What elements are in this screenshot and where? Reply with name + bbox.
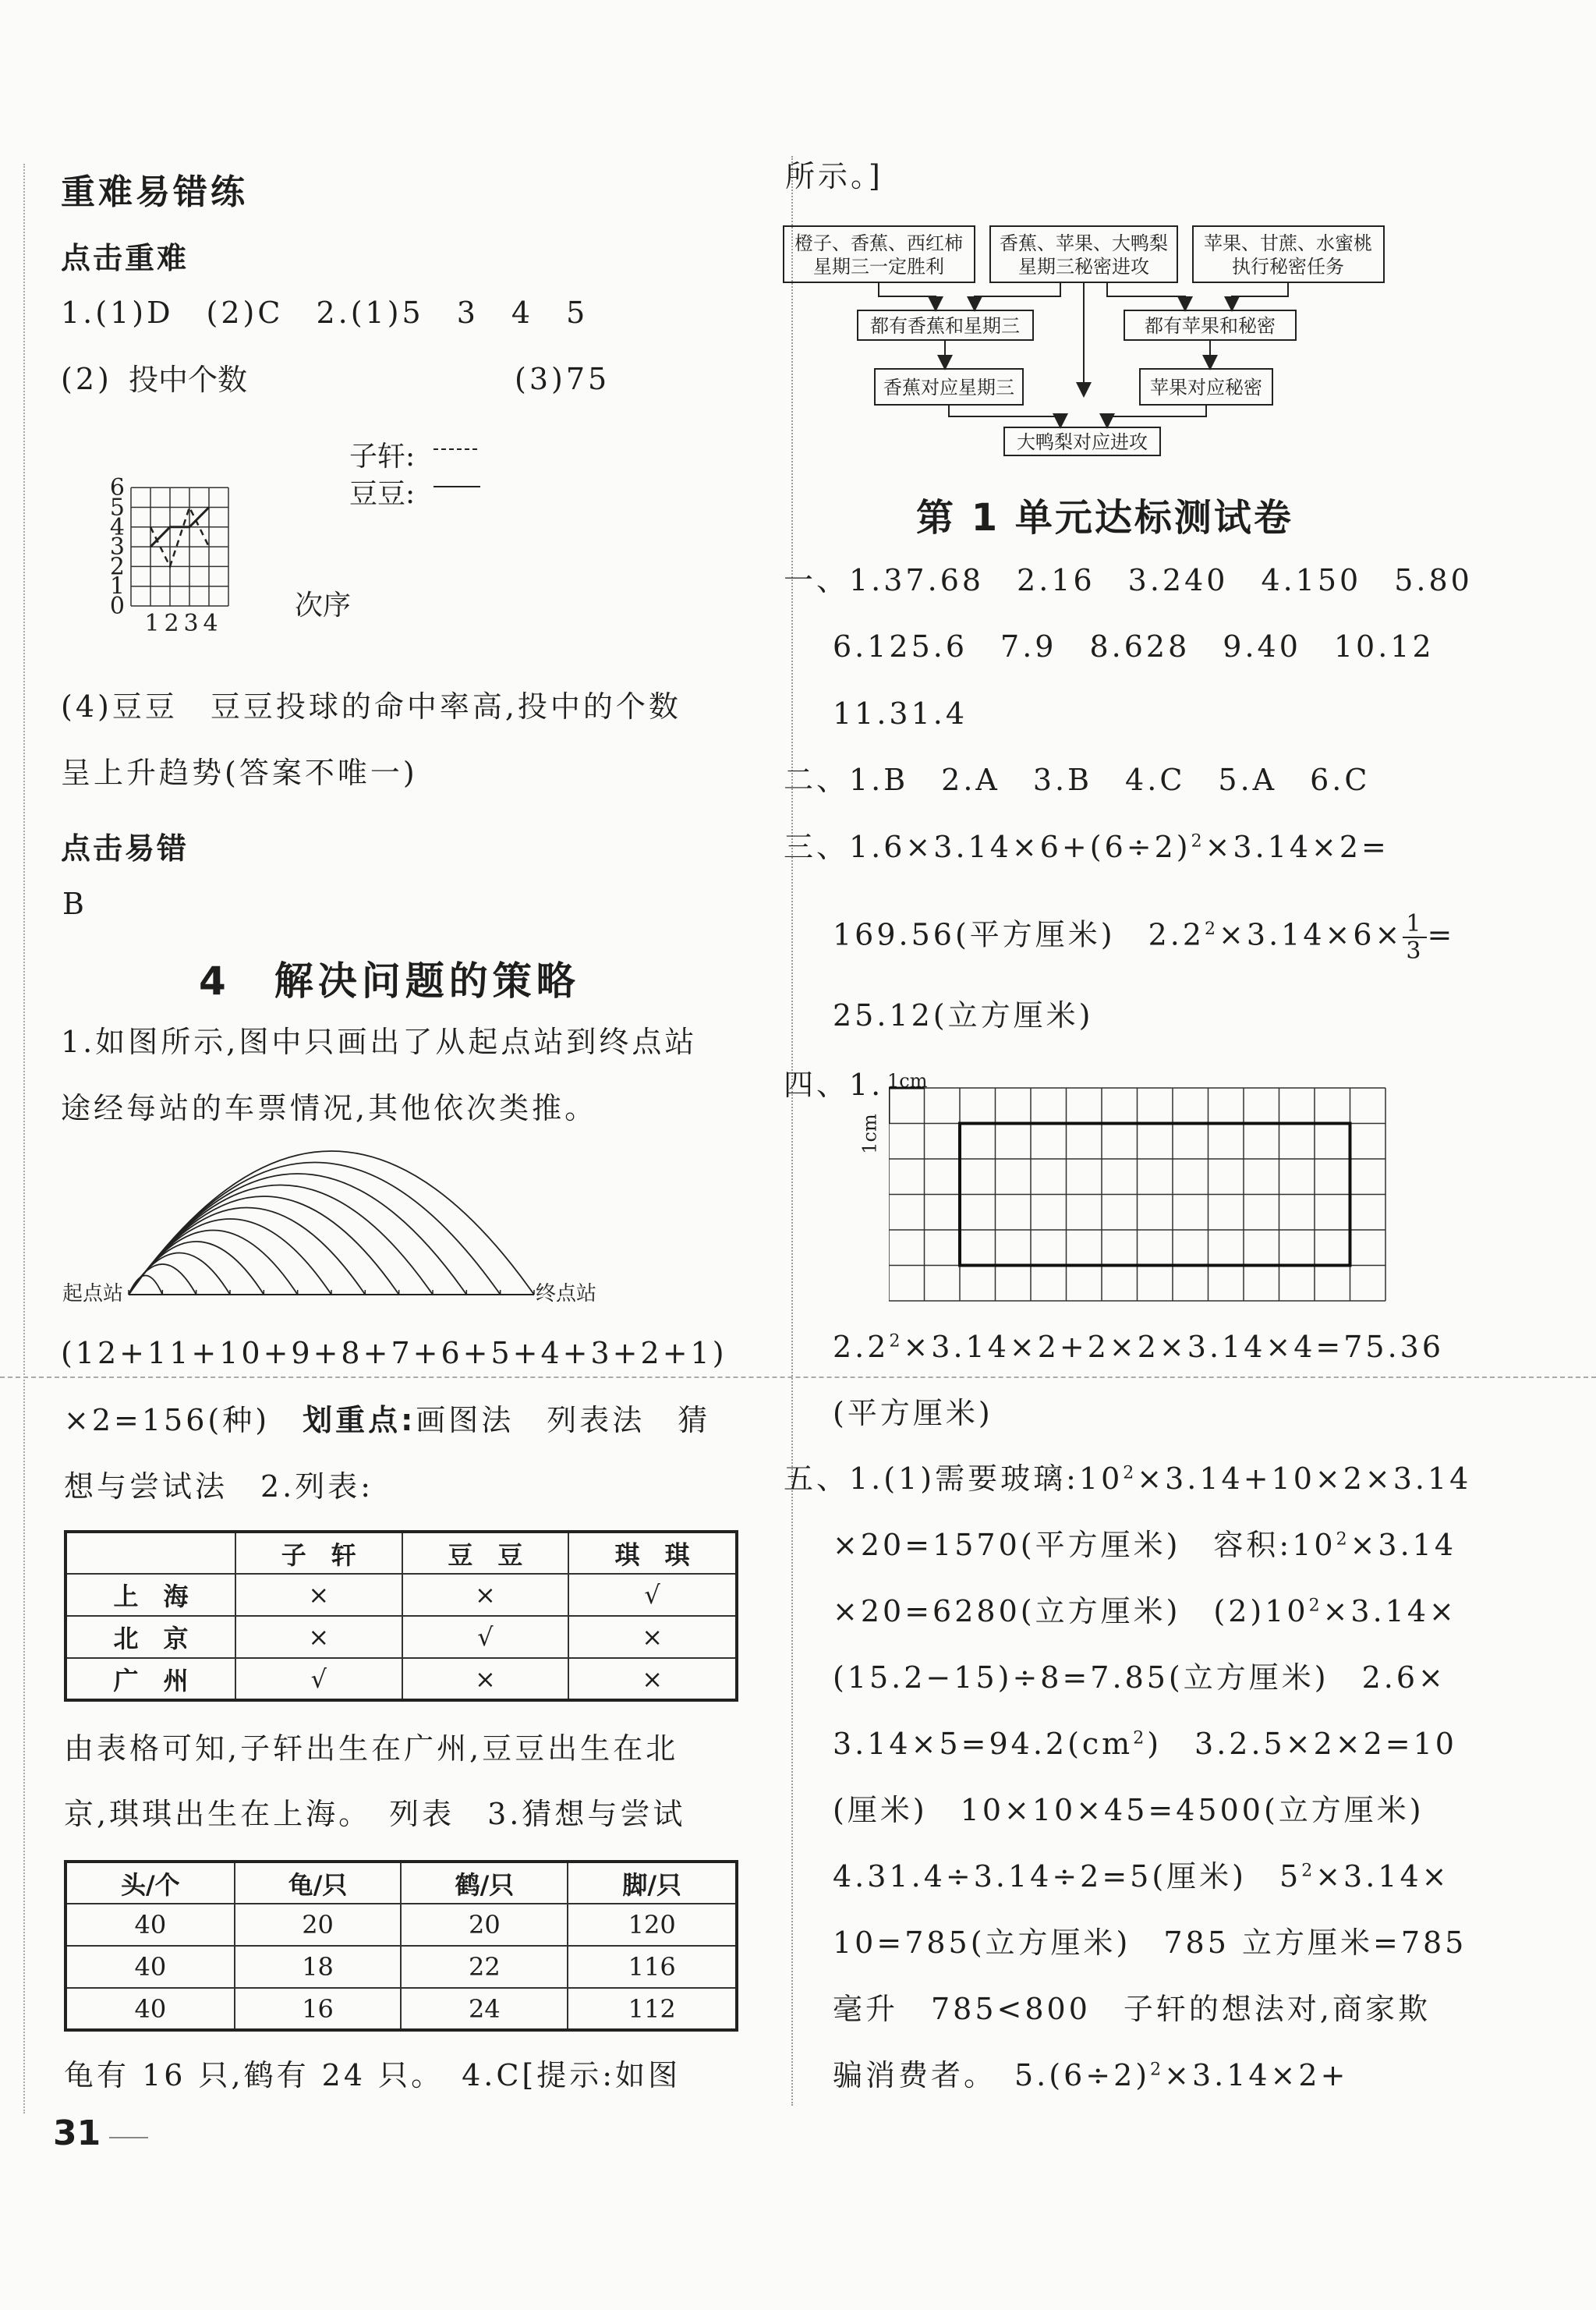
birthplace-table [64,1530,738,1702]
ticket-arc [129,1219,331,1295]
answer-line: 10=785(立方厘米) 785 立方厘米=785 [833,1926,1467,1960]
left-margin-dotted-line [23,164,25,2113]
fraction: $\frac{1}{3}$ [1403,911,1427,964]
corner-bracket [889,1088,925,1124]
diagram-box-text: 都有香蕉和星期三 [870,315,1020,337]
x-tick-label: 4 [203,610,218,637]
legend-dashed-line [434,446,480,452]
table-cell: 120 [568,1904,737,1946]
y-tick-label: 0 [109,593,125,620]
table-cell: 116 [568,1946,737,1988]
answer-line: B [62,887,87,921]
diagram-box-text: 香蕉对应星期三 [883,377,1014,399]
arc-end-label: 终点站 [536,1282,597,1306]
answer-line: 龟有 16 只,鹤有 24 只。 4.C[提示:如图 [64,2058,681,2092]
diagram-box-text: 大鸭梨对应进攻 [1017,431,1148,453]
y-tick-label: 4 [109,513,125,541]
diagram-box-text: 香蕉、苹果、大鸭梨 [1000,232,1168,254]
answer-line: (12+11+10+9+8+7+6+5+4+3+2+1) [61,1336,727,1370]
answer-line: 毫升 785<800 子轩的想法对,商家欺 [833,1992,1431,2026]
answer-line: (3)75 [515,362,610,396]
fold-line [0,1376,1596,1378]
chart-xlabel: 次序 [295,590,352,622]
table-cell: 24 [401,1988,568,2030]
table-row [65,1988,737,2030]
answer-line: ×20=6280(立方厘米) $(2)10^2\times 3.14\times$ [833,1594,1457,1628]
y-tick-label: 3 [109,533,125,562]
footer-rule [109,2137,148,2138]
table-header-cell: 头/个 [65,1862,235,1904]
table-cell: 16 [235,1988,402,2030]
table-cell: 北 京 [65,1616,235,1658]
diagram-arrow [1232,282,1288,309]
answer-line: 京,琪琪出生在上海。 列表 3.猜想与尝试 [64,1797,686,1831]
grid-unit-label-horizontal: 1cm [887,1070,928,1092]
answer-prefix: (2) [61,362,112,396]
table-row [65,1904,737,1946]
diagram-box-text: 苹果对应秘密 [1150,377,1262,399]
chickens-rabbits-table [64,1860,738,2032]
table-cell: √ [568,1574,737,1616]
table-row [65,1574,737,1616]
legend-label-doudou: 豆豆: [349,478,416,510]
diagram-arrow [879,282,936,309]
diagram-arrow [1107,282,1185,309]
table-cell: √ [235,1658,402,1700]
diagram-arrow [975,282,1060,309]
answer-line: (4)豆豆 豆豆投球的命中率高,投中的个数 [61,689,681,724]
answer-line: 呈上升趋势(答案不唯一) [61,756,418,790]
diagram-box-text: 橙子、香蕉、西红柿 [794,232,963,254]
table-cell: 上 海 [65,1574,235,1616]
answer-line: 三、$1.6\times 3.14\times 6+(6\div 2)^2\times 3.14\times 2=$ [784,830,1389,864]
answer-line: 一、1.37.68 2.16 3.240 4.150 5.80 [784,563,1473,597]
legend-label-zixuan: 子轩: [349,441,416,473]
diagram-box-text: 执行秘密任务 [1232,256,1344,278]
line-chart [94,355,374,667]
answer-line: 6.125.6 7.9 8.628 9.40 10.12 [833,629,1435,664]
answer-line: 1.(1)D (2)C 2.(1)5 3 4 5 [61,296,589,330]
answer-line: 途经每站的车票情况,其他依次类推。 [61,1091,598,1125]
answer-line: 想与尝试法 2.列表: [64,1469,374,1504]
answer-line: 四、1. [784,1068,884,1102]
y-tick-label: 2 [109,553,125,581]
table-cell: × [568,1616,737,1658]
table-row [65,1658,737,1700]
answer-line: 169.56(平方厘米) $2.2^2\times 3.14\times 6\times$ $\frac{1}{3}$ = [833,910,1456,965]
y-tick-label: 5 [109,494,125,522]
table-cell: × [235,1616,402,1658]
table-cell: 18 [235,1946,402,1988]
answer-line: 五、1.(1)需要玻璃$:10^2\times 3.14+10\times 2\times 3.14$ [784,1461,1472,1496]
diagram-box-text: 星期三秘密进攻 [1018,256,1149,278]
answer-line: ×2=156(种) 划重点:画图法 列表法 猜 [64,1403,711,1437]
page-number: 31 [53,2113,101,2153]
diagram-box-text: 都有苹果和秘密 [1145,315,1276,337]
answer-line: $2.2^2\times 3.14\times 2+2\times 2\times 3.14\times 4=75.36$ [833,1330,1445,1364]
section-title: 重难易错练 [61,172,248,212]
answer-line: 1.如图所示,图中只画出了从起点站到终点站 [61,1025,698,1059]
table-row [65,1616,737,1658]
answer-line: 所示。] [785,159,883,193]
answer-line: 25.12(立方厘米) [833,998,1094,1033]
chart-title: 投中个数 [129,363,248,397]
subsection-title-key-difficulties: 点击重难 [61,241,189,275]
x-tick-label: 2 [164,610,179,637]
x-tick-label: 1 [144,610,160,637]
station-arcs-diagram [58,1146,620,1310]
answer-line: $3.14\times 5=94.2(cm^2)$ 3.2.5×2×2=10 [833,1727,1457,1761]
y-tick-label: 1 [109,572,125,601]
arc-start-label: 起点站 [62,1282,124,1306]
grid-unit-label-vertical: 1cm [858,1114,881,1154]
table-cell: 广 州 [65,1658,235,1700]
answer-line: (平方厘米) [833,1396,993,1430]
diagram-arrow [949,405,1060,426]
table-header-cell [65,1532,235,1574]
table-cell: 112 [568,1988,737,2030]
table-header-cell: 琪 琪 [568,1532,737,1574]
logic-diagram [780,218,1403,468]
answer-line: 二、1.B 2.A 3.B 4.C 5.A 6.C [784,763,1371,797]
answer-line: 骗消费者。 $5.(6\div 2)^2\times 3.14\times 2+$ [833,2058,1349,2092]
table-header-cell: 鹤/只 [401,1862,568,1904]
answer-line: (15.2−15)÷8=7.85(立方厘米) 2.6× [833,1660,1446,1695]
table-cell: × [235,1574,402,1616]
diagram-box-text: 苹果、甘蔗、水蜜桃 [1204,232,1372,254]
answer-line: (厘米) 10×10×45=4500(立方厘米) [833,1793,1424,1827]
legend-solid-line [434,484,480,490]
answer-line: 由表格可知,子轩出生在广州,豆豆出生在北 [64,1731,679,1766]
chapter-title: 4 解决问题的策略 [199,958,580,1004]
table-cell: √ [402,1616,569,1658]
y-tick-label: 6 [109,474,125,502]
table-header-cell: 龟/只 [235,1862,402,1904]
table-header-cell: 脚/只 [568,1862,737,1904]
x-tick-label: 3 [183,610,199,637]
diagram-arrow [1107,405,1206,426]
table-header-row [65,1862,737,1904]
table-cell: × [402,1574,569,1616]
table-cell: 40 [65,1946,235,1988]
table-cell: × [402,1658,569,1700]
table-cell: 40 [65,1904,235,1946]
answer-line: 11.31.4 [833,696,968,731]
subsection-title-common-mistakes: 点击易错 [61,831,189,866]
table-header-cell: 豆 豆 [402,1532,569,1574]
cylinder-net-grid [889,1084,1427,1302]
table-cell: 22 [401,1946,568,1988]
table-row [65,1946,737,1988]
table-header-cell: 子 轩 [235,1532,402,1574]
table-cell: 40 [65,1988,235,2030]
answer-line: 4.31.4÷3.14÷2=5(厘米) $5^2\times 3.14\times$ [833,1859,1450,1894]
diagram-box-text: 星期三一定胜利 [813,256,944,278]
table-cell: × [568,1658,737,1700]
answer-line: ×20=1570(平方厘米) 容积$:10^2\times 3.14$ [833,1528,1457,1562]
ticket-arc [129,1196,399,1295]
table-cell: 20 [401,1904,568,1946]
table-header-row [65,1532,737,1574]
unit-test-title: 第 1 单元达标测试卷 [916,496,1293,540]
table-cell: 20 [235,1904,402,1946]
